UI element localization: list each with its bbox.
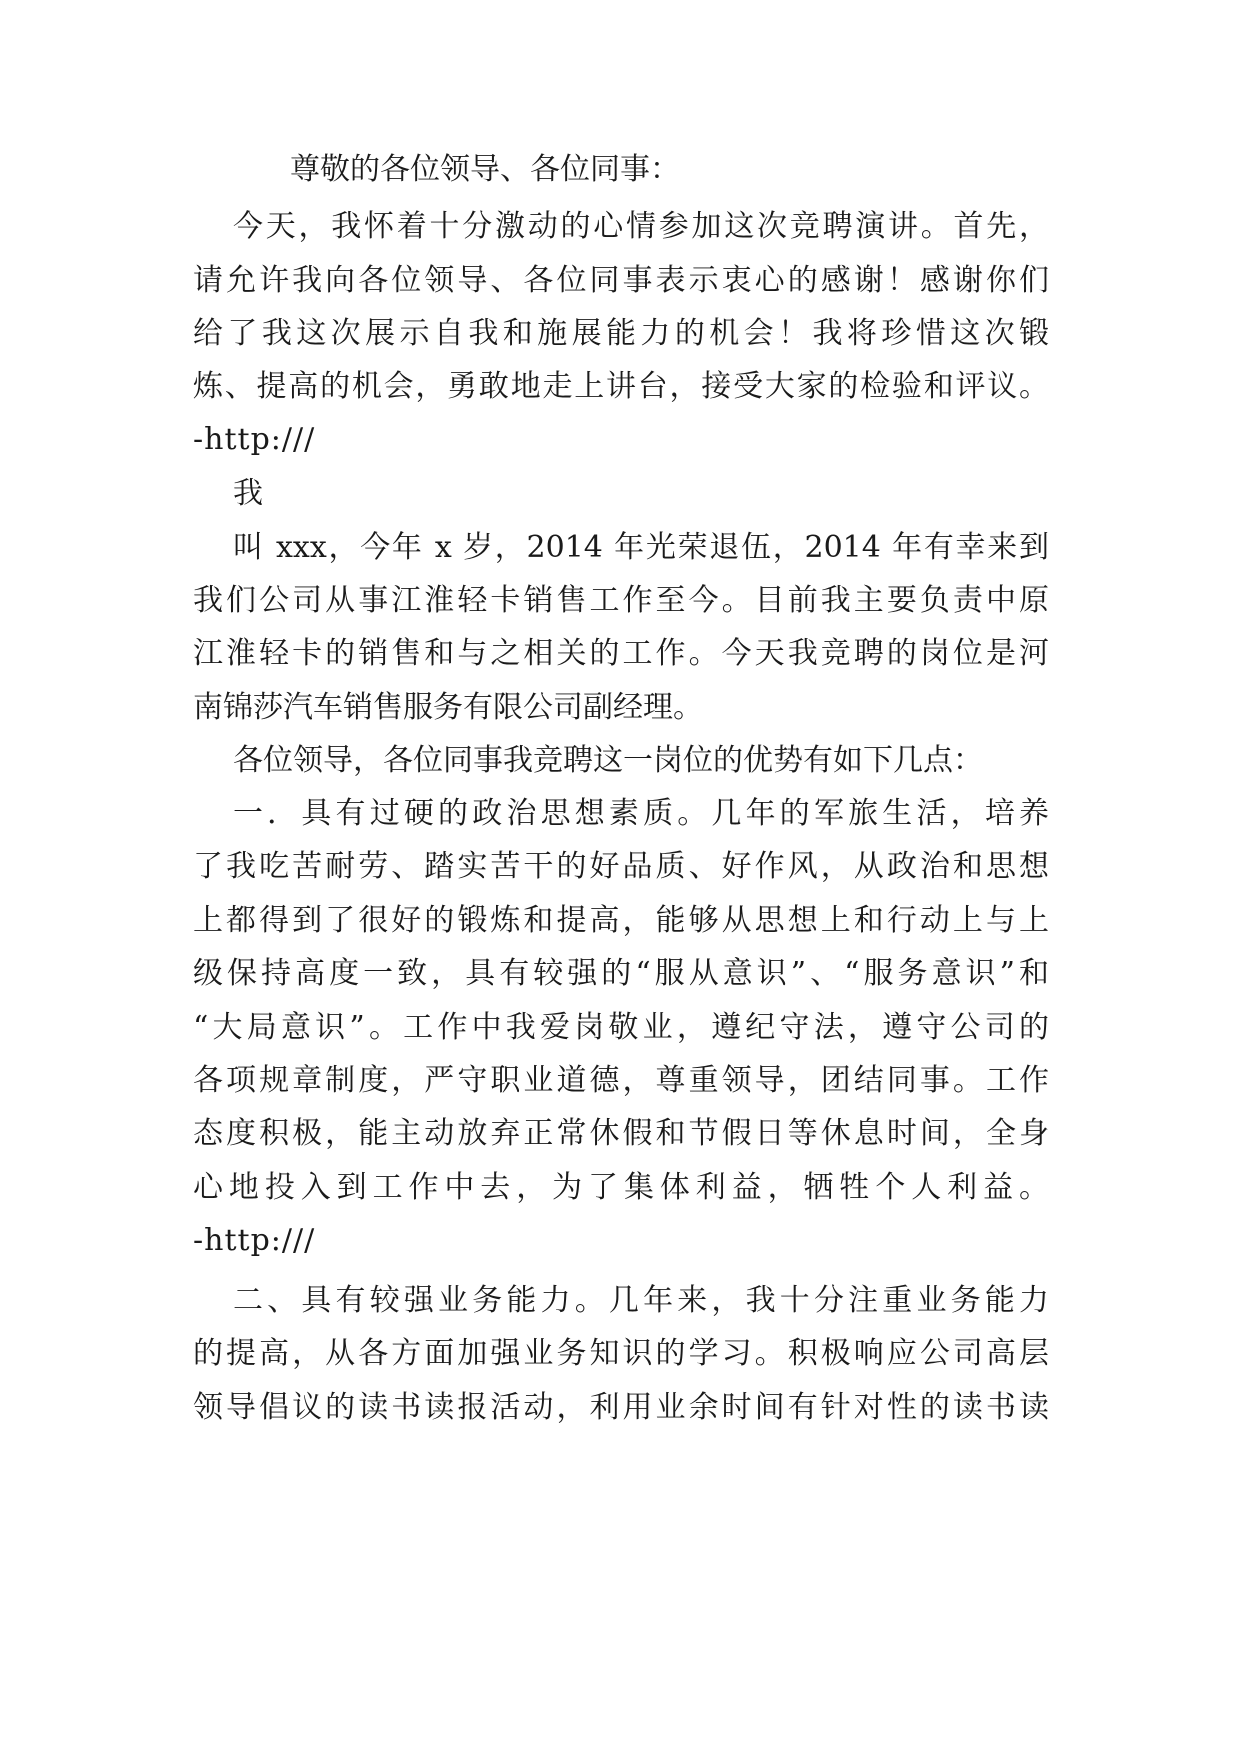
paragraph-line: 各位领导，各位同事我竞聘这一岗位的优势有如下几点：	[233, 743, 983, 778]
paragraph-line: 给了我这次展示自我和施展能力的机会！我将珍惜这次锻	[193, 316, 1049, 351]
url-text: -http:///	[193, 1223, 316, 1258]
paragraph-line: “大局意识”。工作中我爱岗敬业，遵纪守法，遵守公司的	[193, 1010, 1049, 1045]
url-text: -http:///	[193, 422, 316, 457]
paragraph-line: 叫 xxx，今年 x 岁，2014 年光荣退伍，2014 年有幸来到	[233, 530, 1049, 565]
paragraph-line: 我	[233, 476, 263, 511]
paragraph-line: 二、具有较强业务能力。几年来，我十分注重业务能力	[233, 1283, 1049, 1318]
paragraph-line: 上都得到了很好的锻炼和提高，能够从思想上和行动上与上	[193, 903, 1049, 938]
paragraph-line: 炼、提高的机会，勇敢地走上讲台，接受大家的检验和评议。	[193, 369, 1049, 404]
paragraph-line: 级保持高度一致，具有较强的“服从意识”、“服务意识”和	[193, 956, 1049, 991]
paragraph-line: 请允许我向各位领导、各位同事表示衷心的感谢！感谢你们	[193, 263, 1049, 298]
paragraph-line: 的提高，从各方面加强业务知识的学习。积极响应公司高层	[193, 1336, 1049, 1371]
paragraph-line: 了我吃苦耐劳、踏实苦干的好品质、好作风，从政治和思想	[193, 849, 1049, 884]
salutation: 尊敬的各位领导、各位同事：	[290, 152, 680, 187]
paragraph-line: 今天，我怀着十分激动的心情参加这次竞聘演讲。首先，	[233, 209, 1049, 244]
paragraph-line: 心地投入到工作中去，为了集体利益，牺牲个人利益。	[193, 1170, 1049, 1205]
paragraph-line: 一．具有过硬的政治思想素质。几年的军旅生活，培养	[233, 796, 1049, 831]
paragraph-line: 领导倡议的读书读报活动，利用业余时间有针对性的读书读	[193, 1390, 1049, 1425]
paragraph-line: 态度积极，能主动放弃正常休假和节假日等休息时间，全身	[193, 1116, 1049, 1151]
paragraph-line: 江淮轻卡的销售和与之相关的工作。今天我竞聘的岗位是河	[193, 636, 1049, 671]
paragraph-line: 各项规章制度，严守职业道德，尊重领导，团结同事。工作	[193, 1063, 1049, 1098]
paragraph-line: 南锦莎汽车销售服务有限公司副经理。	[193, 690, 703, 725]
paragraph-line: 我们公司从事江淮轻卡销售工作至今。目前我主要负责中原	[193, 583, 1049, 618]
